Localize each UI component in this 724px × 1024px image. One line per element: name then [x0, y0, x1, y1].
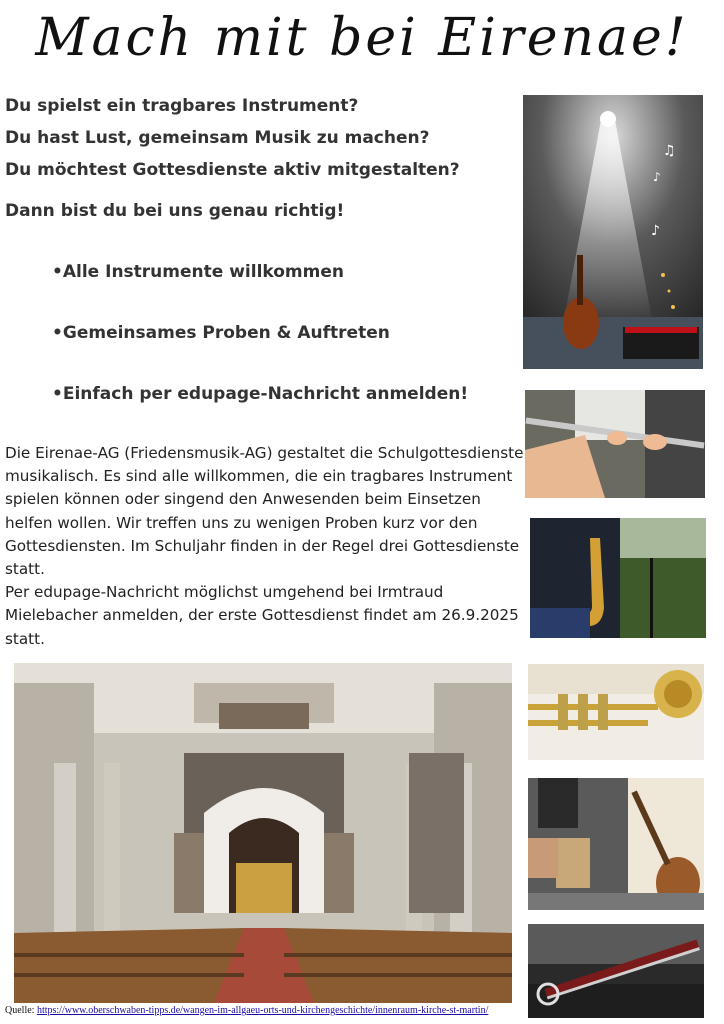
bassoon-photo [528, 924, 704, 1018]
page-title: Mach mit bei Eirenae! [35, 8, 689, 68]
saxophone-photo [530, 518, 706, 638]
flute-photo [525, 390, 705, 498]
source-label: Quelle: [5, 1005, 37, 1016]
svg-text:♪: ♪ [651, 223, 660, 239]
bullet-instruments: •Alle Instrumente willkommen [52, 262, 344, 282]
cajon-guitar-photo [528, 778, 704, 910]
church-interior-photo [14, 663, 512, 1003]
source-link[interactable]: https://www.oberschwaben-tipps.de/wangen-im-allgaeu-orts-und-kirchengeschichte/innenraum-kirche-st-martin/ [36, 1005, 489, 1016]
description [5, 442, 525, 651]
violin-spotlight-photo [523, 95, 703, 369]
svg-text:♫: ♫ [663, 143, 676, 159]
trumpet-photo [528, 664, 704, 760]
source-credit [5, 1005, 488, 1016]
description-paragraph-2: Per edupage-Nachricht möglichst umgehend bei Irmtraud Mielebacher anmelden, der erste Gottesdienst findet am 26.9.2025 statt. [5, 583, 519, 648]
question-2: Du hast Lust, gemeinsam Musik zu machen? [5, 128, 430, 148]
question-1: Du spielst ein tragbares Instrument? [5, 96, 359, 116]
bullet-rehearsals: •Gemeinsames Proben & Auftreten [52, 323, 390, 343]
question-3: Du möchtest Gottesdienste aktiv mitgestalten? [5, 160, 460, 180]
svg-text:♪: ♪ [653, 170, 661, 184]
description-paragraph-1: Die Eirenae-AG (Friedensmusik-AG) gestaltet die Schulgottesdienste musikalisch. Es sind alle willkommen, die ein tragbares Instrument spielen können oder singend den Anwesenden beim Einsetzen helfen wollen. Wir treffen uns zu wenigen Proben kurz vor den Gottesdiensten. Im Schuljahr finden in der Regel drei Gottesdienste statt. [5, 444, 524, 579]
tagline: Dann bist du bei uns genau richtig! [5, 201, 345, 221]
bullet-signup: •Einfach per edupage-Nachricht anmelden! [52, 384, 469, 404]
